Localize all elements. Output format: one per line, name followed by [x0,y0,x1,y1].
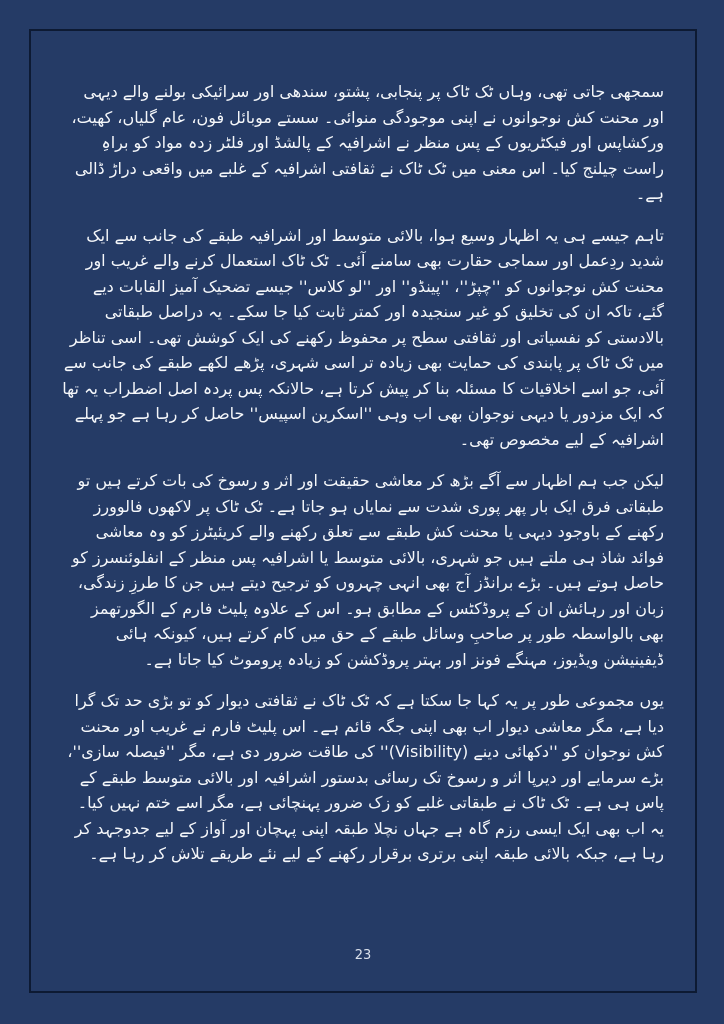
paragraph-3: لیکن جب ہم اظہار سے آگے بڑھ کر معاشی حقیقت اور اثر و رسوخ کی بات کرتے ہیں تو طبقاتی فرق ایک بار پھر پوری شدت سے نمایاں ہو جاتا ہے۔ ٹک ٹاک پر لاکھوں فالوورز رکھنے کے باوجود دیہی یا محنت کش طبقے سے تعلق رکھنے والے کریئیٹرز کو وہ معاشی فوائد شاذ ہی ملتے ہیں جو شہری، بالائی متوسط یا اشرافیہ پس منظر کے انفلوئنسرز کو حاصل ہوتے ہیں۔ بڑے برانڈز آج بھی انہی چہروں کو ترجیح دیتے ہیں جن کا طرزِ زندگی، زبان اور رہائش ان کے پروڈکٹس کے مطابق ہو۔ اس کے علاوہ پلیٹ فارم کے الگورتھمز بھی بالواسطہ طور پر صاحبِ وسائل طبقے کے حق میں کام کرتے ہیں، کیونکہ ہائی ڈیفینیشن ویڈیوز، مہنگے فونز اور بہتر پروڈکشن کو زیادہ پروموٹ کیا جاتا ہے۔ [71,471,664,669]
page-border-frame [29,29,697,993]
body-text [62,79,664,867]
paragraph-4: یوں مجموعی طور پر یہ کہا جا سکتا ہے کہ ٹک ٹاک نے ثقافتی دیوار کو تو بڑی حد تک گرا دیا ہے، مگر معاشی دیوار اب بھی اپنی جگہ قائم ہے۔ اس پلیٹ فارم نے غریب اور محنت کش نوجوان کو ''دکھائی دینے (Visibility)'' کی طاقت ضرور دی ہے، مگر ''فیصلہ سازی''، بڑے سرمایے اور دیرپا اثر و رسوخ تک رسائی بدستور اشرافیہ اور بالائی متوسط طبقے کے پاس ہی ہے۔ ٹک ٹاک نے طبقاتی غلبے کو زک ضرور پہنچائی ہے، مگر اسے ختم نہیں کیا۔ یہ اب بھی ایک ایسی رزم گاہ ہے جہاں نچلا طبقہ اپنی پہچان اور آواز کے لیے جدوجہد کر رہا ہے، جبکہ بالائی طبقہ اپنی برتری برقرار رکھنے کے لیے نئے طریقے تلاش کر رہا ہے۔ [67,691,664,863]
paragraph-2: تاہم جیسے ہی یہ اظہار وسیع ہوا، بالائی متوسط اور اشرافیہ طبقے کی جانب سے ایک شدید ردِعمل اور سماجی حقارت بھی سامنے آئی۔ ٹک ٹاک استعمال کرنے والے غریب اور محنت کش نوجوانوں کو ''چپڑ''، ''پینڈو'' اور ''لو کلاس'' جیسے تضحیک آمیز القابات دیے گئے، تاکہ ان کی تخلیق کو غیر سنجیدہ اور کمتر ثابت کیا جا سکے۔ یہ دراصل طبقاتی بالادستی کو نفسیاتی اور ثقافتی سطح پر محفوظ رکھنے کی ایک کوشش تھی۔ اسی تناظر میں ٹک ٹاک پر پابندی کی حمایت بھی زیادہ تر اسی شہری، پڑھے لکھے طبقے کی جانب سے آئی، جو اسے اخلاقیات کا مسئلہ بنا کر پیش کرتا ہے، حالانکہ پس پردہ اصل اضطراب یہ تھا کہ ایک مزدور یا دیہی نوجوان بھی اب وہی ''اسکرین اسپیس'' حاصل کر رہا ہے جو پہلے اشرافیہ کے لیے مخصوص تھی۔ [62,225,664,449]
page-number: 23 [354,948,372,963]
paragraph-1: سمجھی جاتی تھی، وہاں ٹک ٹاک پر پنجابی، پشتو، سندھی اور سرائیکی بولنے والے دیہی اور محنت کش نوجوانوں نے اپنی موجودگی منوائی۔ سستے موبائل فون، عام گلیاں، کھیت، ورکشاپس اور فیکٹریوں کے پس منظر نے اشرافیہ کے پالشڈ اور فلٹر زدہ مواد کو براہِ راست چیلنج کیا۔ اس معنی میں ٹک ٹاک نے ثقافتی اشرافیہ کے غلبے میں واقعی دراڑ ڈالی ہے۔ [71,82,664,203]
